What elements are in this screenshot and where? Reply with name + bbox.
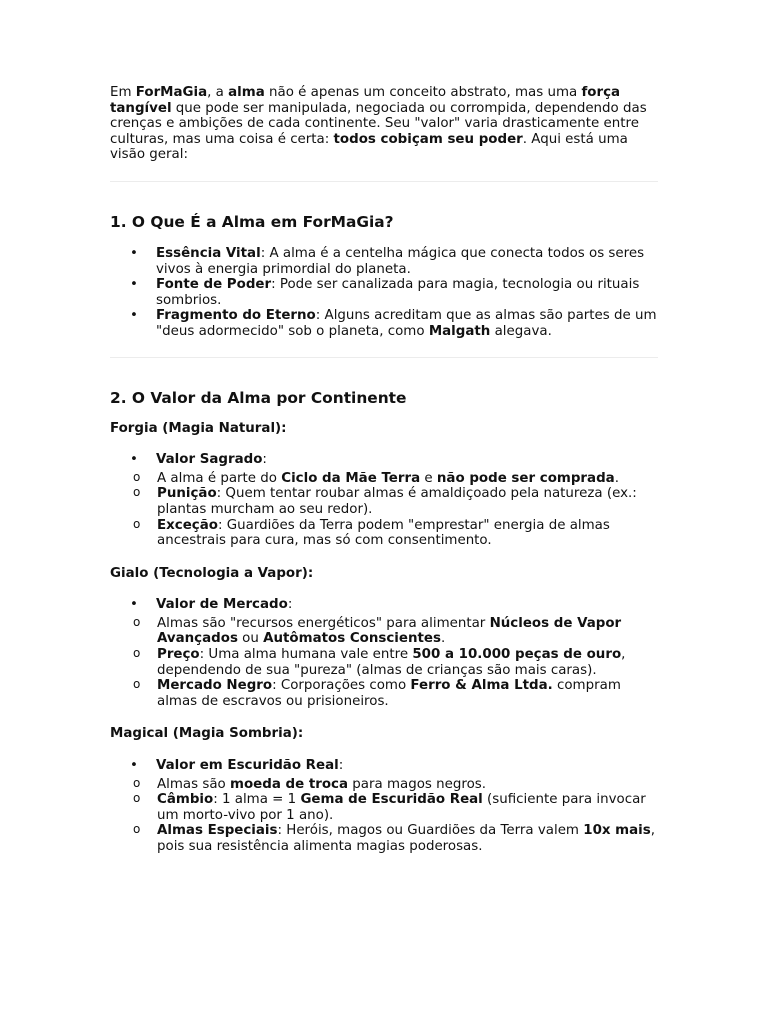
document-page xyxy=(110,85,658,855)
list-item: o Câmbio: 1 alma = 1 Gema de Escuridão Real (suficiente para invocar um morto-vivo por 1 ano). xyxy=(110,792,658,823)
gialo-sublist xyxy=(110,616,658,710)
section1-heading: 1. O Que É a Alma em ForMaGia? xyxy=(110,212,394,231)
list-item: • Fonte de Poder: Pode ser canalizada para magia, tecnologia ou rituais sombrios. xyxy=(110,277,658,308)
continent-title-gialo: Gialo (Tecnologia a Vapor): xyxy=(110,565,314,581)
value-label: Valor de Mercado: xyxy=(156,597,293,613)
list-item: o A alma é parte do Ciclo da Mãe Terra e não pode ser comprada. xyxy=(110,471,658,487)
section-divider xyxy=(110,357,658,358)
continent-title-forgia: Forgia (Magia Natural): xyxy=(110,420,287,436)
list-item: o Preço: Uma alma humana vale entre 500 a 10.000 peças de ouro, dependendo de sua "pureza" (almas de crianças são mais caras). xyxy=(110,647,658,678)
list-item: o Exceção: Guardiões da Terra podem "emprestar" energia de almas ancestrais para cura, mas só com consentimento. xyxy=(110,518,658,549)
list-item: • Essência Vital: A alma é a centelha mágica que conecta todos os seres vivos à energia primordial do planeta. xyxy=(110,246,658,277)
magical-sublist xyxy=(110,777,658,855)
intro-paragraph: Em ForMaGia, a alma não é apenas um conceito abstrato, mas uma força tangível que pode ser manipulada, negociada ou corrompida, dependendo das crenças e ambições de cada continente. Seu "valor" varia drasticamente entre culturas, mas uma coisa é certa: todos cobiçam seu poder. Aqui está uma visão geral: xyxy=(110,85,647,163)
value-label: Valor Sagrado: xyxy=(156,452,267,468)
list-item: o Mercado Negro: Corporações como Ferro & Alma Ltda. compram almas de escravos ou prisioneiros. xyxy=(110,678,658,709)
forgia-sublist xyxy=(110,471,658,549)
section-divider xyxy=(110,181,658,182)
gialo-list xyxy=(110,597,658,709)
magical-list xyxy=(110,758,658,855)
list-item: • Fragmento do Eterno: Alguns acreditam que as almas são partes de um "deus adormecido" sob o planeta, como Malgath alegava. xyxy=(110,308,658,339)
list-item: o Almas são "recursos energéticos" para alimentar Núcleos de Vapor Avançados ou Autômatos Conscientes. xyxy=(110,616,658,647)
section1-list xyxy=(110,246,658,340)
continent-title-magical: Magical (Magia Sombria): xyxy=(110,726,304,742)
list-item xyxy=(110,758,658,855)
list-item xyxy=(110,597,658,709)
list-item xyxy=(110,452,658,549)
section2-heading: 2. O Valor da Alma por Continente xyxy=(110,388,407,407)
list-item: o Punição: Quem tentar roubar almas é amaldiçoado pela natureza (ex.: plantas murcham ao seu redor). xyxy=(110,486,658,517)
value-label: Valor em Escuridão Real: xyxy=(156,758,344,774)
forgia-list xyxy=(110,452,658,549)
list-item: o Almas são moeda de troca para magos negros. xyxy=(110,777,658,793)
list-item: o Almas Especiais: Heróis, magos ou Guardiões da Terra valem 10x mais, pois sua resistência alimenta magias poderosas. xyxy=(110,823,658,854)
